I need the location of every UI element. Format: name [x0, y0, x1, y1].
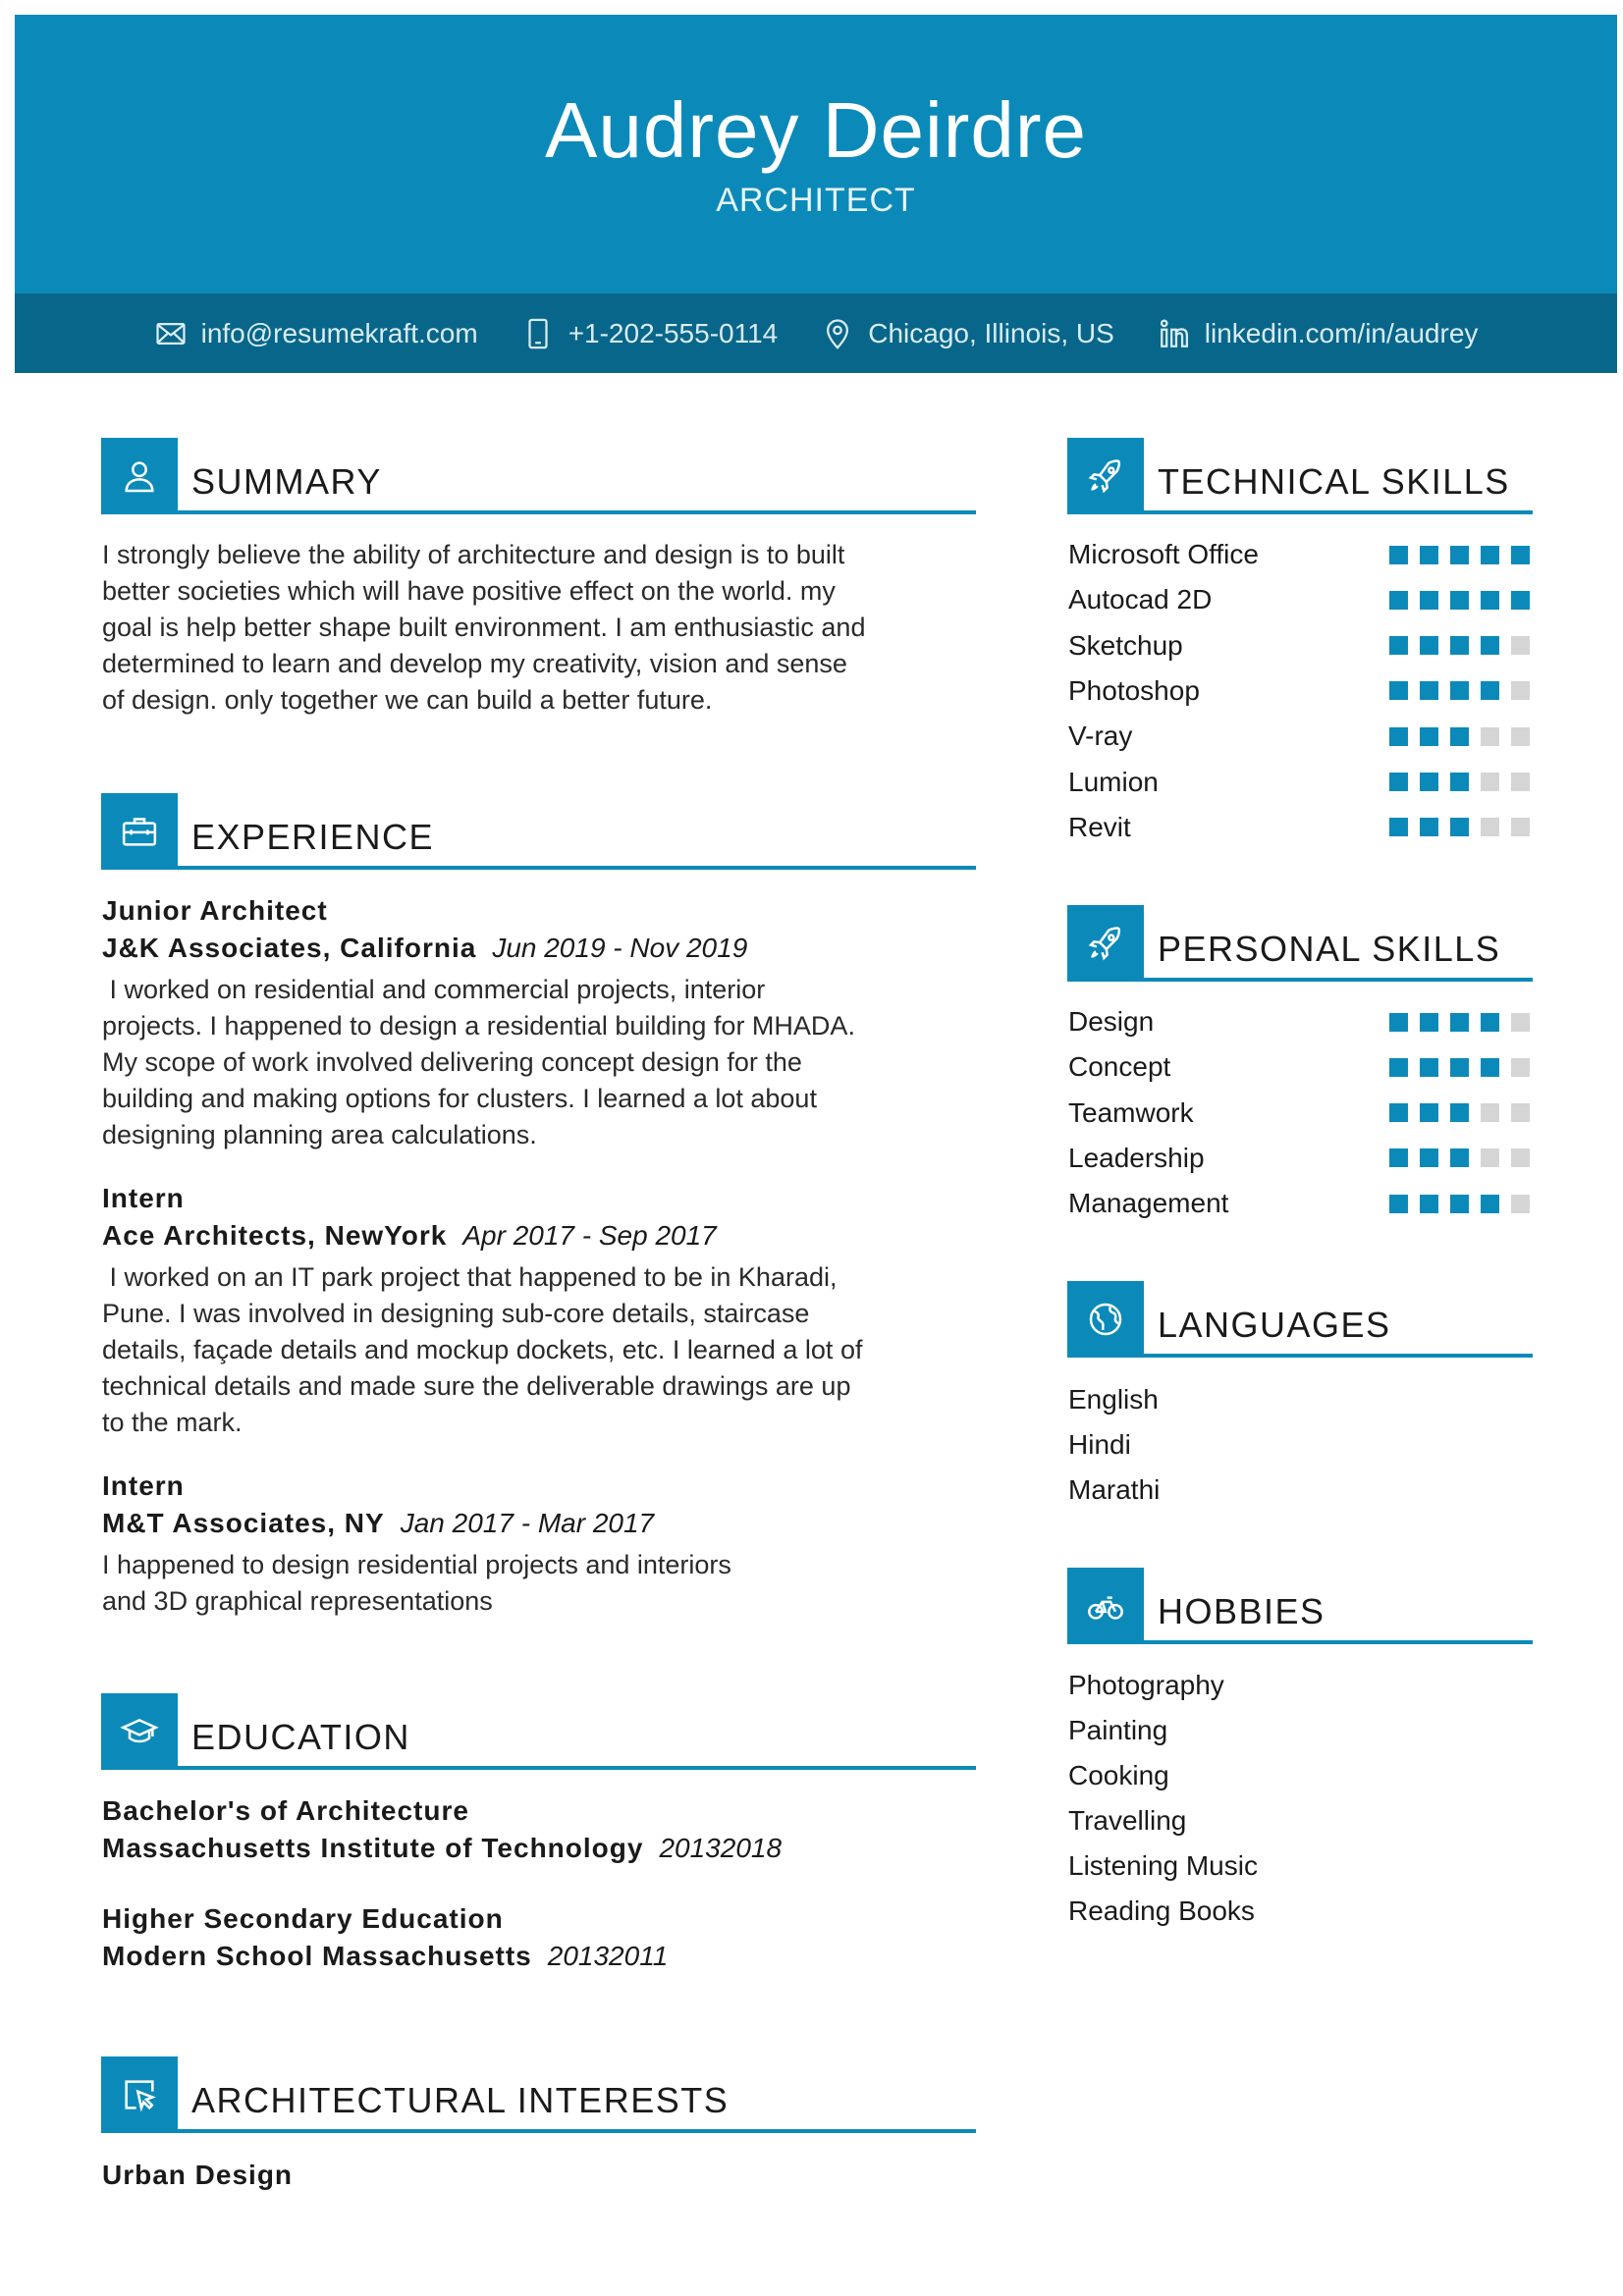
languages-title: LANGUAGES	[1158, 1305, 1391, 1345]
job-description-line: Pune. I was involved in designing sub-core details, staircase	[102, 1299, 810, 1328]
rating-dot-filled	[1389, 727, 1408, 746]
education-school-name: Massachusetts Institute of Technology	[102, 1833, 644, 1863]
skill-row	[1068, 626, 1530, 666]
skill-name: Leadership	[1068, 1142, 1205, 1173]
skill-row	[1068, 1047, 1530, 1087]
skill-rating	[1389, 636, 1530, 655]
globe-icon	[1086, 1300, 1125, 1339]
rating-dot-filled	[1481, 591, 1499, 610]
hobbies-icon-box	[1067, 1568, 1144, 1644]
rating-dot-empty	[1511, 818, 1530, 836]
job-description	[102, 972, 986, 1153]
skill-rating	[1389, 773, 1530, 791]
contact-email-text: info@resumekraft.com	[200, 317, 478, 348]
contact-email[interactable]	[154, 317, 478, 350]
rating-dot-empty	[1511, 1148, 1530, 1167]
rating-dot-filled	[1389, 1195, 1408, 1213]
experience-rule	[178, 866, 976, 870]
summary-icon-box	[101, 438, 178, 514]
rating-dot-filled	[1511, 591, 1530, 610]
contact-location	[821, 317, 1114, 350]
interests-title: ARCHITECTURAL INTERESTS	[191, 2080, 730, 2120]
hobbies-section-header	[1067, 1568, 1533, 1644]
rating-dot-filled	[1420, 818, 1438, 836]
hobby-item: Photography	[1068, 1670, 1224, 1700]
summary-rule	[178, 510, 976, 514]
hobby-item: Cooking	[1068, 1760, 1169, 1790]
rating-dot-filled	[1389, 681, 1408, 700]
graduation-cap-icon	[120, 1712, 159, 1751]
skill-row	[1068, 763, 1530, 802]
technical-skills-icon-box	[1067, 438, 1144, 514]
rating-dot-empty	[1511, 773, 1530, 791]
user-icon	[120, 456, 159, 496]
technical-skills-title: TECHNICAL SKILLS	[1158, 461, 1510, 502]
resume-header	[15, 15, 1617, 294]
rating-dot-filled	[1420, 1013, 1438, 1032]
job-description-line: My scope of work involved delivering concept design for the	[102, 1047, 802, 1077]
rating-dot-filled	[1389, 773, 1408, 791]
rating-dot-filled	[1420, 546, 1438, 564]
skill-rating	[1389, 727, 1530, 746]
rating-dot-filled	[1450, 773, 1469, 791]
skill-row	[1068, 717, 1530, 756]
skill-rating	[1389, 1013, 1530, 1032]
job-company	[102, 933, 747, 964]
rating-dot-filled	[1389, 546, 1408, 564]
rating-dot-filled	[1450, 727, 1469, 746]
rating-dot-filled	[1481, 1058, 1499, 1077]
job-description	[102, 1547, 986, 1620]
job-description-line: I worked on residential and commercial projects, interior	[102, 975, 766, 1004]
job-dates: Apr 2017 - Sep 2017	[462, 1220, 717, 1251]
skill-name: Sketchup	[1068, 629, 1183, 661]
rating-dot-filled	[1450, 1195, 1469, 1213]
rating-dot-filled	[1389, 636, 1408, 655]
languages-rule	[1144, 1354, 1533, 1358]
education-years: 20132018	[659, 1833, 783, 1863]
rating-dot-filled	[1450, 546, 1469, 564]
job-description-line: and 3D graphical representations	[102, 1586, 493, 1616]
education-section-header	[101, 1693, 976, 1770]
skill-rating	[1389, 1058, 1530, 1077]
rating-dot-empty	[1511, 1013, 1530, 1032]
skill-rating	[1389, 591, 1530, 610]
job-dates: Jan 2017 - Mar 2017	[400, 1508, 655, 1538]
skill-row	[1068, 1002, 1530, 1041]
rating-dot-filled	[1481, 681, 1499, 700]
rating-dot-empty	[1511, 636, 1530, 655]
rating-dot-filled	[1481, 1013, 1499, 1032]
language-item: Hindi	[1068, 1429, 1131, 1460]
job-company	[102, 1220, 717, 1252]
job-dates: Jun 2019 - Nov 2019	[492, 933, 748, 963]
languages-section-header	[1067, 1281, 1533, 1358]
rating-dot-empty	[1511, 727, 1530, 746]
rating-dot-filled	[1420, 727, 1438, 746]
interests-rule	[178, 2129, 976, 2133]
languages-list	[1068, 1377, 1160, 1513]
contact-phone[interactable]	[521, 317, 779, 350]
skill-name: Concept	[1068, 1051, 1171, 1083]
rating-dot-filled	[1511, 546, 1530, 564]
job-role: Intern	[102, 1183, 185, 1213]
linkedin-icon	[1158, 317, 1191, 350]
job-role: Intern	[102, 1470, 185, 1501]
job-role: Junior Architect	[102, 895, 328, 926]
rating-dot-filled	[1389, 1013, 1408, 1032]
summary-line: I strongly believe the ability of architecture and design is to built	[102, 540, 845, 569]
rating-dot-filled	[1420, 1058, 1438, 1077]
skill-name: Photoshop	[1068, 674, 1200, 706]
skill-rating	[1389, 1103, 1530, 1122]
job-description-line: designing planning area calculations.	[102, 1120, 537, 1149]
candidate-role: ARCHITECT	[716, 182, 916, 219]
briefcase-icon	[120, 812, 159, 851]
rating-dot-filled	[1481, 546, 1499, 564]
rating-dot-filled	[1450, 1103, 1469, 1122]
rating-dot-filled	[1420, 681, 1438, 700]
job-company	[102, 1508, 654, 1539]
interest-item: Urban Design	[102, 2160, 294, 2190]
personal-skills-section-header	[1067, 905, 1533, 982]
experience-section-header	[101, 793, 976, 870]
summary-line: determined to learn and develop my creativity, vision and sense	[102, 649, 847, 678]
technical-skills-section-header	[1067, 438, 1533, 514]
skill-name: Management	[1068, 1188, 1229, 1219]
education-school	[102, 1833, 782, 1864]
job-description-line: to the mark.	[102, 1408, 243, 1437]
rocket-icon	[1086, 924, 1125, 963]
rating-dot-empty	[1481, 727, 1499, 746]
bicycle-icon	[1086, 1586, 1125, 1626]
job-company-name: J&K Associates, California	[102, 933, 477, 963]
skill-row	[1068, 671, 1530, 711]
skill-row	[1068, 808, 1530, 847]
skill-row	[1068, 580, 1530, 619]
personal-skills-rule	[1144, 978, 1533, 982]
rating-dot-filled	[1420, 1195, 1438, 1213]
rating-dot-filled	[1389, 591, 1408, 610]
job-company-name: Ace Architects, NewYork	[102, 1220, 448, 1251]
rating-dot-filled	[1389, 1148, 1408, 1167]
summary-text	[102, 537, 986, 719]
rating-dot-filled	[1450, 681, 1469, 700]
skill-rating	[1389, 1148, 1530, 1167]
rating-dot-filled	[1450, 1058, 1469, 1077]
language-item: English	[1068, 1384, 1159, 1415]
summary-title: SUMMARY	[191, 461, 382, 502]
education-school-name: Modern School Massachusetts	[102, 1941, 532, 1971]
mail-icon	[154, 317, 188, 350]
rating-dot-filled	[1450, 1013, 1469, 1032]
hobby-item: Reading Books	[1068, 1896, 1255, 1926]
job-description-line: details, façade details and mockup dockets, etc. I learned a lot of	[102, 1335, 863, 1364]
hobby-item: Travelling	[1068, 1805, 1187, 1836]
education-years: 20132011	[547, 1941, 669, 1971]
rating-dot-empty	[1481, 773, 1499, 791]
personal-skills-title: PERSONAL SKILLS	[1158, 929, 1501, 969]
job-description-line: building and making options for clusters. I learned a lot about	[102, 1084, 817, 1113]
rating-dot-filled	[1450, 636, 1469, 655]
skill-row	[1068, 1184, 1530, 1223]
job-company-name: M&T Associates, NY	[102, 1508, 385, 1538]
skill-row	[1068, 1094, 1530, 1133]
rating-dot-filled	[1420, 636, 1438, 655]
rating-dot-filled	[1450, 591, 1469, 610]
job-description-line: I happened to design residential projects and interiors	[102, 1550, 731, 1579]
candidate-name: Audrey Deirdre	[544, 86, 1087, 174]
job-description	[102, 1259, 986, 1441]
summary-line: of design. only together we can build a better future.	[102, 685, 713, 715]
rating-dot-empty	[1511, 681, 1530, 700]
rating-dot-empty	[1511, 1058, 1530, 1077]
skill-name: Design	[1068, 1006, 1155, 1037]
rating-dot-filled	[1450, 818, 1469, 836]
education-icon-box	[101, 1693, 178, 1770]
rating-dot-filled	[1420, 1103, 1438, 1122]
hobbies-list	[1068, 1663, 1258, 1934]
location-pin-icon	[821, 317, 854, 350]
hobby-item: Listening Music	[1068, 1850, 1258, 1881]
skill-name: Microsoft Office	[1068, 539, 1259, 569]
rating-dot-filled	[1420, 1148, 1438, 1167]
skill-rating	[1389, 1195, 1530, 1213]
hobbies-rule	[1144, 1640, 1533, 1644]
contact-linkedin[interactable]	[1158, 317, 1479, 350]
rating-dot-filled	[1420, 591, 1438, 610]
summary-section-header	[101, 438, 976, 514]
rating-dot-empty	[1511, 1103, 1530, 1122]
rating-dot-empty	[1481, 1148, 1499, 1167]
rating-dot-filled	[1450, 1148, 1469, 1167]
rating-dot-empty	[1481, 818, 1499, 836]
contact-linkedin-text: linkedin.com/in/audrey	[1204, 317, 1479, 348]
education-title: EDUCATION	[191, 1717, 410, 1757]
education-degree: Bachelor's of Architecture	[102, 1795, 469, 1826]
rating-dot-filled	[1420, 773, 1438, 791]
rocket-icon	[1086, 456, 1125, 496]
job-description-line: projects. I happened to design a residential building for MHADA.	[102, 1011, 855, 1041]
skill-name: Lumion	[1068, 766, 1159, 797]
skill-rating	[1389, 546, 1530, 564]
contact-location-text: Chicago, Illinois, US	[868, 317, 1114, 348]
education-rule	[178, 1766, 976, 1770]
contact-bar	[15, 294, 1617, 373]
skill-rating	[1389, 818, 1530, 836]
rating-dot-filled	[1481, 1195, 1499, 1213]
interests-section-header	[101, 2056, 976, 2133]
personal-skills-icon-box	[1067, 905, 1144, 982]
skill-row	[1068, 535, 1530, 574]
skill-name: Revit	[1068, 811, 1131, 842]
job-description-line: I worked on an IT park project that happened to be in Kharadi,	[102, 1262, 838, 1292]
languages-icon-box	[1067, 1281, 1144, 1358]
cursor-click-icon	[120, 2075, 159, 2114]
education-school	[102, 1941, 668, 1972]
skill-rating	[1389, 681, 1530, 700]
summary-line: goal is help better shape built environment. I am enthusiastic and	[102, 613, 866, 642]
language-item: Marathi	[1068, 1474, 1161, 1505]
summary-line: better societies which will have positive effect on the world. my	[102, 576, 836, 606]
skill-name: Teamwork	[1068, 1096, 1194, 1128]
rating-dot-filled	[1389, 818, 1408, 836]
experience-icon-box	[101, 793, 178, 870]
rating-dot-filled	[1481, 636, 1499, 655]
hobbies-title: HOBBIES	[1158, 1591, 1325, 1631]
contact-phone-text: +1-202-555-0114	[568, 317, 779, 348]
skill-row	[1068, 1139, 1530, 1178]
hobby-item: Painting	[1068, 1715, 1168, 1745]
technical-skills-rule	[1144, 510, 1533, 514]
skill-name: V-ray	[1068, 721, 1133, 752]
phone-icon	[521, 317, 555, 350]
rating-dot-empty	[1481, 1103, 1499, 1122]
rating-dot-filled	[1389, 1058, 1408, 1077]
skill-name: Autocad 2D	[1068, 584, 1213, 615]
interests-icon-box	[101, 2056, 178, 2133]
experience-title: EXPERIENCE	[191, 817, 435, 857]
rating-dot-filled	[1389, 1103, 1408, 1122]
rating-dot-empty	[1511, 1195, 1530, 1213]
job-description-line: technical details and made sure the deliverable drawings are up	[102, 1371, 851, 1401]
education-degree: Higher Secondary Education	[102, 1903, 504, 1934]
